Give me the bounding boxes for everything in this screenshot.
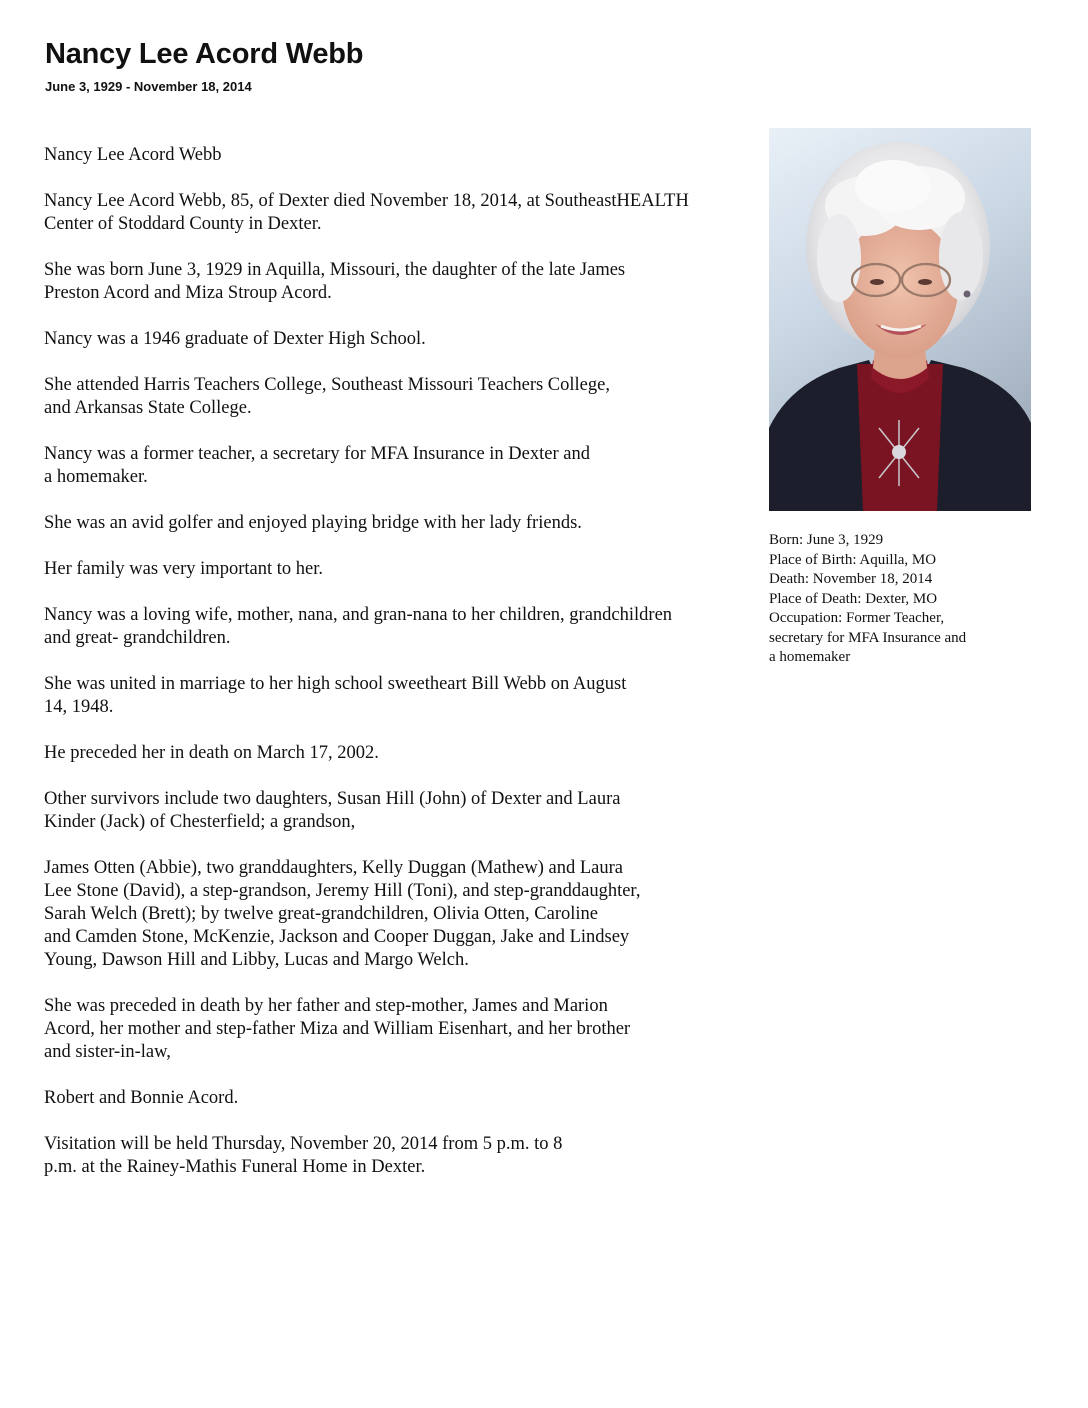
fact-occupation-line-2: secretary for MFA Insurance and xyxy=(769,629,967,646)
obituary-paragraph: She attended Harris Teachers College, Southeast Missouri Teachers College, and Arkansas State College. xyxy=(44,375,610,418)
fact-occupation: Occupation: Former Teacher, xyxy=(769,610,945,626)
fact-born: Born: June 3, 1929 xyxy=(769,532,884,548)
obituary-paragraph: She was an avid golfer and enjoyed playing bridge with her lady friends. xyxy=(44,513,582,533)
fact-death: Death: November 18, 2014 xyxy=(769,571,933,587)
obituary-paragraph: Nancy was a former teacher, a secretary for MFA Insurance in Dexter and a homemaker. xyxy=(44,444,590,487)
page-title: Nancy Lee Acord Webb xyxy=(45,38,364,70)
obituary-paragraph: Robert and Bonnie Acord. xyxy=(44,1088,239,1108)
obituary-paragraph: Nancy was a loving wife, mother, nana, and gran-nana to her children, grandchildren and great- grandchildren. xyxy=(44,605,673,648)
obituary-paragraph: Other survivors include two daughters, Susan Hill (John) of Dexter and Laura Kinder (Jack) of Chesterfield; a grandson, xyxy=(44,789,621,832)
obituary-paragraph: He preceded her in death on March 17, 2002. xyxy=(44,743,379,763)
obituary-paragraph: Visitation will be held Thursday, November 20, 2014 from 5 p.m. to 8 p.m. at the Rainey-Mathis Funeral Home in Dexter. xyxy=(44,1134,563,1177)
vital-facts xyxy=(769,531,1069,668)
fact-place-of-death: Place of Death: Dexter, MO xyxy=(769,590,938,607)
obituary-paragraph: Nancy Lee Acord Webb, 85, of Dexter died November 18, 2014, at SoutheastHEALTH Center of Stoddard County in Dexter. xyxy=(44,191,689,234)
obituary-paragraph: She was preceded in death by her father and step-mother, James and Marion Acord, her mother and step-father Miza and William Eisenhart, and her brother and sister-in-law, xyxy=(44,996,631,1062)
obituary-text xyxy=(44,144,804,1202)
obituary-paragraph: Her family was very important to her. xyxy=(44,559,323,579)
life-dates: June 3, 1929 - November 18, 2014 xyxy=(45,79,252,94)
obituary-paragraph: Nancy Lee Acord Webb xyxy=(44,145,222,165)
fact-occupation-line-3: a homemaker xyxy=(769,649,851,665)
obituary-paragraph: Nancy was a 1946 graduate of Dexter High School. xyxy=(44,329,426,349)
fact-place-of-birth: Place of Birth: Aquilla, MO xyxy=(769,551,937,568)
obituary-paragraph: She was united in marriage to her high school sweetheart Bill Webb on August 14, 1948. xyxy=(44,674,627,717)
obituary-paragraph: She was born June 3, 1929 in Aquilla, Missouri, the daughter of the late James Preston Acord and Miza Stroup Acord. xyxy=(44,260,626,303)
obituary-paragraph: James Otten (Abbie), two granddaughters, Kelly Duggan (Mathew) and Laura Lee Stone (David), a step-grandson, Jeremy Hill (Toni), and step-granddaughter, Sarah Welch (Brett); by twelve great-grandchildren, Olivia Otten, Caroline and Camden Stone, McKenzie, Jackson and Cooper Duggan, Jake and Lindsey Young, Dawson Hill and Libby, Lucas and Margo Welch. xyxy=(44,858,641,970)
portrait-photo xyxy=(769,128,1031,511)
